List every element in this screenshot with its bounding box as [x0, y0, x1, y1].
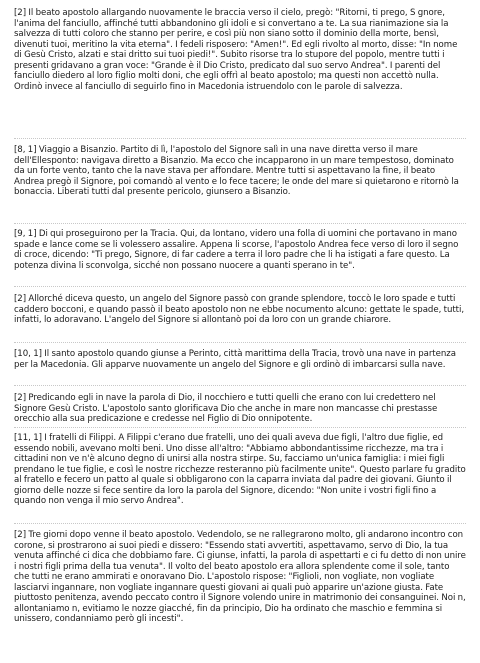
- paragraph-11-2-three-days: [2] Tre giorni dopo venne il beato apostolo. Vedendolo, se ne rallegrarono molto, gli andarono incontro con corone, si prostrarono ai suoi piedi e dissero: "Essendo stati avvertiti, aspettavamo, servo di Dio, la tua venuta affinché ci dica che dobbiamo fare. Ci giunse, infatti, la parola di aspettarti e ci fu detto di non unire i nostri figli prima della tua venuta". Il volto del beato apostolo era allora splendente come il sole, tanto che tutti ne erano ammirati e onoravano Dio. L'apostolo rispose: "Figlioli, non vogliate, non vogliate lasciarvi ingannare, non vogliate ingannare questi giovani ai quali può apparire un'azione giusta. Fate piuttosto penitenza, avendo peccato contro il Signore volendo unire in matrimonio dei consanguinei. Noi n, allontaniamo n, evitiamo le nozze giacché, fin da principio, Dio ha ordinato che maschio e femmina si unissero, condanniamo però gli incesti".: [14, 530, 466, 624]
- paragraph-divider: [14, 385, 466, 386]
- paragraph-8-1-byzantium: [8, 1] Viaggio a Bisanzio. Partito di lì, l'apostolo del Signore salì in una nave diretta verso il mare dell'Ellesponto: navigava diretto a Bisanzio. Ma ecco che incapparono in un mare tempestoso, dominato da un forte vento, tanto che la nave stava per affondare. Mentre tutti si aspettavano la fine, il beato Andrea pregò il Signore, poi comandò al vento e lo fece tacere; le onde del mare si quietarono e ritornò la bonaccia. Liberati tutti dal presente pericolo, giunsero a Bisanzio.: [14, 145, 459, 197]
- paragraph-9-2-angel: [2] Allorché diceva questo, un angelo del Signore passò con grande splendore, toccò le loro spade e tutti caddero bocconi, e quando passò il beato apostolo non ne ebbe nocumento alcuno: gettate le spade, tutti, infatti, lo adoravano. L'angelo del Signore si allontanò poi da loro con un grande chiarore.: [14, 294, 465, 325]
- paragraph-divider: [14, 342, 466, 343]
- paragraph-divider: [14, 523, 466, 524]
- paragraph-10-2-preaching: [2] Predicando egli in nave la parola di Dio, il nocchiero e tutti quelli che erano con lui credettero nel Signore Gesù Cristo. L'apostolo santo glorificava Dio che anche in mare non mancasse chi prestasse orecchio alla sua predicazione e credesse nel Figlio di Dio onnipotente.: [14, 393, 438, 424]
- paragraph-9-1-thrace: [9, 1] Di qui proseguirono per la Tracia. Qui, da lontano, videro una folla di uomini che portavano in mano spade e lance come se li volessero assalire. Appena li scorse, l'apostolo Andrea fece verso di loro il segno di croce, dicendo: "Ti prego, Signore, di far cadere a terra il loro padre che li ha istigati a fare questo. La potenza divina li sconvolga, sicché non possano nuocere a quanti sperano in te".: [14, 229, 459, 271]
- paragraph-divider: [14, 286, 466, 287]
- paragraph-10-1-perinthus: [10, 1] Il santo apostolo quando giunse a Perinto, città marittima della Tracia, trovò una nave in partenza per la Macedonia. Gli apparve nuovamente un angelo del Signore e gli ordinò di imbarcarsi sulla nave.: [14, 349, 456, 370]
- paragraph-11-1-philippi: [11, 1] I fratelli di Filippi. A Filippi c'erano due fratelli, uno dei quali aveva due figli, l'altro due figlie, ed essendo nobili, avevano molti beni. Uno disse all'altro: "Abbiamo abbondantissime ricchezze, ma tra i cittadini non ve n'è alcuno degno di unirsi alla nostra stirpe. Su, facciamo un'unica famiglia: i miei figli prendano le tue figlie, e così le nostre ricchezze resteranno più facilmente unite". Questo parlare fu gradito al fratello e fecero un patto al quale si obbligarono con la caparra inviata dal padre dei giovani. Giunto il giorno delle nozze si fece sentire da loro la parola del Signore, dicendo: "Non unite i vostri figli fino a quando non venga il mio servo Andrea".: [14, 433, 466, 506]
- paragraph-divider: [14, 427, 466, 428]
- paragraph-divider: [14, 223, 466, 224]
- paragraph-divider: [14, 138, 466, 139]
- paragraph-2-resurrection: [2] Il beato apostolo allargando nuovamente le braccia verso il cielo, pregò: "Ritorni, ti prego, S gnore, l'anima del fanciullo, affinché tutti abbandonino gli idoli e si convertano a te. La sua rianimazione sia la salvezza di tutti coloro che stanno per perire, e così più non siano sotto il dominio della morte, bensì, divenuti tuoi, meritino la vita eterna". I fedeli risposero: "Amen!". Ed egli rivolto al morto, disse: "In nome di Gesù Cristo, alzati e stai dritto sui tuoi piedi!". Subito risorse tra lo stupore del popolo, mentre tutti i presenti gridavano a gran voce: "Grande è il Dio Cristo, predicato dal suo servo Andrea". I parenti del fanciullo diedero al loro figlio molti doni, che egli offrì al beato apostolo; ma questi non accettò nulla. Ordinò invece al fanciullo di seguirlo fino in Macedonia istruendolo con le parole di salvezza.: [14, 8, 458, 92]
